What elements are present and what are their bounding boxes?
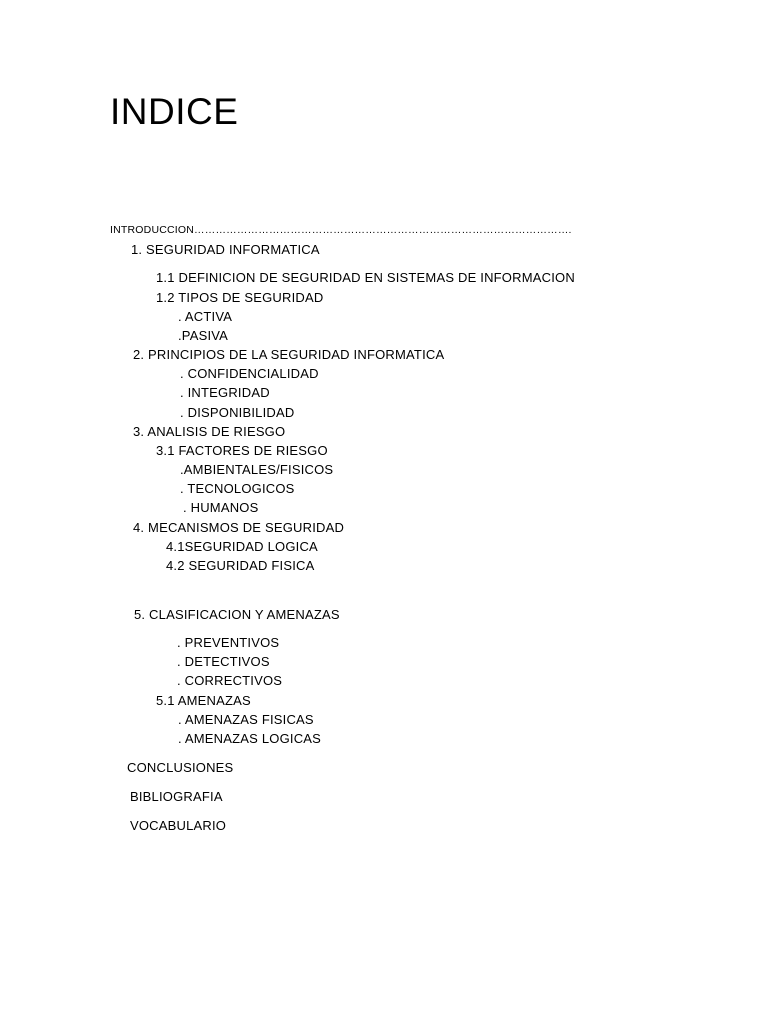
toc-entry-detectivos: . DETECTIVOS — [177, 654, 270, 669]
toc-entry-tipos-seguridad: 1.2 TIPOS DE SEGURIDAD — [156, 290, 324, 305]
toc-entry-confidencialidad: . CONFIDENCIALIDAD — [180, 366, 319, 381]
toc-entry-conclusiones: CONCLUSIONES — [127, 760, 234, 775]
toc-entry-disponibilidad: . DISPONIBILIDAD — [180, 405, 295, 420]
toc-entry-analisis-riesgo: 3. ANALISIS DE RIESGO — [133, 424, 286, 439]
toc-entry-pasiva: .PASIVA — [178, 328, 229, 343]
toc-entry-seguridad-informatica: 1. SEGURIDAD INFORMATICA — [131, 242, 320, 257]
toc-entry-tecnologicos: . TECNOLOGICOS — [180, 481, 295, 496]
page-title: INDICE — [110, 91, 239, 132]
toc-entry-activa: . ACTIVA — [178, 309, 233, 324]
toc-entry-clasificacion: 5. CLASIFICACION Y AMENAZAS — [134, 607, 340, 622]
toc-entry-factores-riesgo: 3.1 FACTORES DE RIESGO — [156, 443, 328, 458]
toc-entry-bibliografia: BIBLIOGRAFIA — [130, 789, 223, 804]
toc-entry-mecanismos: 4. MECANISMOS DE SEGURIDAD — [133, 520, 345, 535]
toc-entry-definicion: 1.1 DEFINICION DE SEGURIDAD EN SISTEMAS DE INFORMACION — [156, 270, 575, 285]
toc-entry-seguridad-fisica: 4.2 SEGURIDAD FISICA — [166, 558, 315, 573]
toc-entry-ambientales: .AMBIENTALES/FISICOS — [180, 462, 334, 477]
toc-entry-integridad: . INTEGRIDAD — [180, 385, 270, 400]
toc-entry-humanos: . HUMANOS — [183, 500, 259, 515]
toc-entry-amenazas-logicas: . AMENAZAS LOGICAS — [178, 731, 322, 746]
toc-entry-introduccion: INTRODUCCION……………………………………………………………………………………………. — [110, 224, 572, 236]
toc-entry-principios: 2. PRINCIPIOS DE LA SEGURIDAD INFORMATICA — [133, 347, 445, 362]
toc-entry-amenazas-fisicas: . AMENAZAS FISICAS — [178, 712, 314, 727]
toc-entry-correctivos: . CORRECTIVOS — [177, 673, 283, 688]
toc-entry-preventivos: . PREVENTIVOS — [177, 635, 280, 650]
toc-entry-amenazas: 5.1 AMENAZAS — [156, 693, 251, 708]
toc-entry-seguridad-logica: 4.1SEGURIDAD LOGICA — [166, 539, 318, 554]
toc-entry-vocabulario: VOCABULARIO — [130, 818, 227, 833]
